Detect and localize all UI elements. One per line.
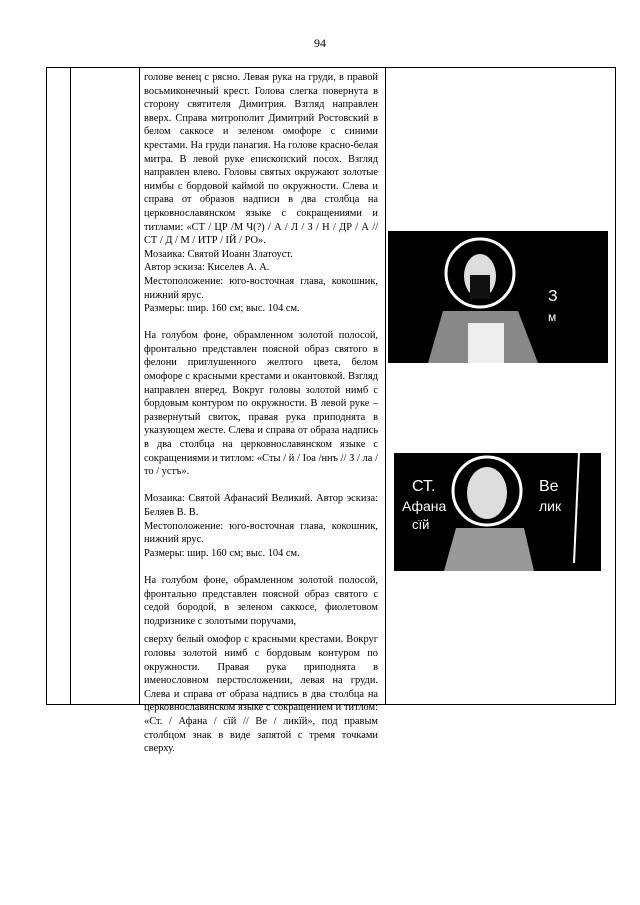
svg-text:Афана: Афана [402, 498, 447, 514]
svg-text:Ве: Ве [539, 478, 559, 495]
description-text: сверху белый омофор с красными крестами. Вокруг головы золотой нимб с бордовым контуром по окружности. Правая рука приподнята в именословном перстосложении, левая на груди. Слева и справа от образа надпись в два столбца на церковнославянском языке с сокращением и титлом: «Ст. / Афана / сїй // Ве / ликїй», под правым столбцом знак в виде запятой с тремя точками сверху. [144, 634, 378, 755]
svg-text:СТ.: СТ. [412, 478, 436, 495]
svg-text:м: м [548, 310, 557, 324]
description-text: На голубом фоне, обрамленном золотой полосой, фронтально представлен поясной образ святого в фелони приглушенного желтого цвета, белом омофоре с красными крестами и окантовкой. Взгляд направлен вперед. Вокруг головы золотой нимб с бордовым контуром по окружности. В левой руке – развернутый свиток, правая рука приподнята в указующем жесте. Слева и справа от образа надпись в два столбца на церковнославянском языке с сокращениями и титлом: «Сты / й / Іоа /ннъ // З / ла / то / устъ». [144, 330, 378, 478]
svg-text:лик: лик [539, 498, 562, 514]
mosaic-title: Мозаика: Святой Иоанн Златоуст. [144, 248, 293, 260]
dimensions: Размеры: шир. 160 см; выс. 104 см. [144, 303, 300, 315]
description-text: голове венец с рясно. Левая рука на груди, в правой восьмиконечный крест. Голова слегка повернута в сторону святителя Димитрия. Взгляд направлен вверх. Справа митрополит Димитрий Ростовский в белом саккосе и зеленом омофоре с синими крестами. На груди панагия. На голове красно-белая митра. В левой руке епископский посох. Взгляд направлен влево. Головы святых окружают золотые нимбы с бордовой каймой по окружности. Слева и справа от образов надписи в два столбца на церковнославянском языке с сокращениями и титлами: «СТ / ЦР /М Ч(?) / А / Л / З / Н / ДР / А // СТ / Д / М / ИТР / ІЙ / РО». [144, 72, 378, 247]
column-divider [70, 68, 71, 704]
mosaic-photo-athanasius-great [394, 453, 601, 571]
dimensions: Размеры: шир. 160 см; выс. 104 см. [144, 547, 300, 559]
svg-text:сїй: сїй [412, 517, 430, 532]
description-text: На голубом фоне, обрамленном золотой полосой, фронтально представлен поясной образ святого с седой бородой, в зеленом саккосе, фиолетовом подризнике с золотыми поручами, [144, 574, 378, 627]
column-divider [385, 68, 386, 704]
location: Местоположение: юго-восточная глава, кокошник, нижний ярус. [144, 275, 378, 301]
saint-figure-icon [388, 231, 608, 363]
svg-text:З: З [548, 288, 558, 305]
catalog-table [46, 67, 616, 755]
saint-figure-icon [394, 453, 601, 571]
description-cell [144, 71, 378, 756]
location: Местоположение: юго-восточная глава, кокошник, нижний ярус. [144, 520, 378, 546]
column-divider [139, 68, 140, 704]
page-number: 94 [314, 36, 326, 50]
mosaic-photo-john-chrysostom [388, 231, 608, 363]
mosaic-title-author: Мозаика: Святой Афанасий Великий. Автор эскиза: Беляев В. В. [144, 493, 378, 518]
sketch-author: Автор эскиза: Киселев А. А. [144, 262, 270, 274]
